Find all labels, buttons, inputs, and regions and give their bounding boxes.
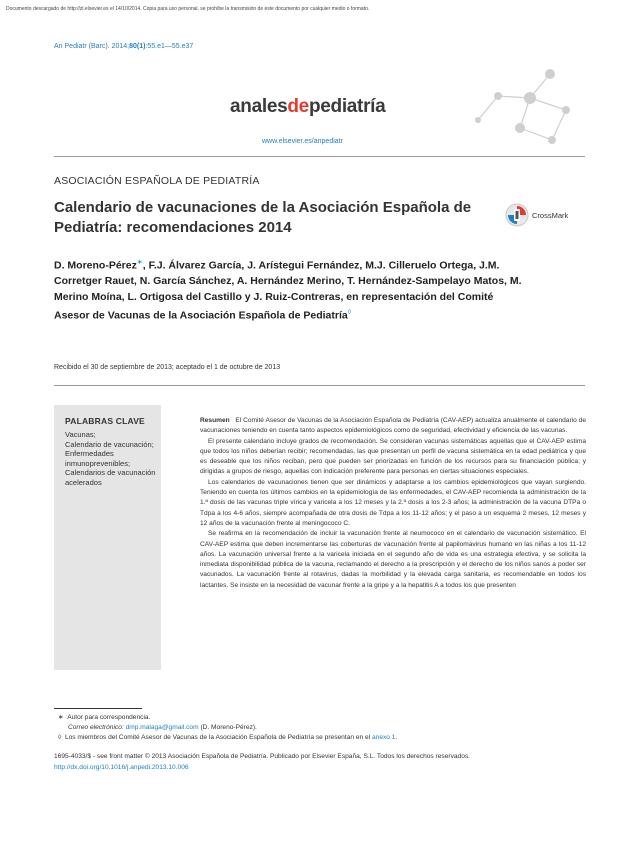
author-list	[54, 255, 524, 324]
keyword-item: Calendarios de vacunación acelerados	[65, 468, 156, 487]
author-first: D. Moreno-Pérez	[54, 259, 137, 272]
keywords-heading: PALABRAS CLAVE	[65, 416, 145, 426]
abstract	[200, 416, 586, 591]
citation-pages: :55.e1—55.e37	[145, 43, 194, 50]
corresponding-author-mark[interactable]: ∗	[136, 259, 143, 266]
email-owner: (D. Moreno-Pérez).	[200, 724, 257, 732]
footnote-group-text: Los miembros del Comité Asesor de Vacunas de la Asociación Española de Pediatría se presentan en el	[64, 734, 371, 742]
abstract-label: Resumen	[200, 417, 230, 424]
header-divider	[54, 156, 585, 157]
abstract-paragraph: El presente calendario incluye grados de recomendación. Se consideran vacunas sistemáticas aquellas que el CAV-AEP estima que todos los niños deberían recibir; recomendadas, las que presentan un perfil de vacuna sistemática en la edad pediátrica y que es deseable que los niños reciban, pero que pueden ser priorizadas en función de los recursos para su financiación pública; y dirigidas a grupos de riesgo, aquellas con indicación preferente para personas en ciertas situaciones especiales.	[200, 437, 586, 476]
logo-part-de: de	[287, 96, 309, 117]
crossmark-icon	[505, 203, 529, 227]
footnotes	[58, 713, 578, 744]
copyright-block	[54, 752, 594, 773]
logo-part-anales: anales	[230, 96, 288, 117]
download-watermark: Documento descargado de http://zl.elsevier.es el 14/10/2014. Copia para uso personal, se prohíbe la transmisión de este documento por cualquier medio o formato.	[6, 6, 370, 12]
crossmark-badge[interactable]	[505, 203, 568, 227]
abstract-paragraph: Se reafirma en la recomendación de incluir la vacunación frente al neumococo en el calendario de vacunación sistemático. El CAV-AEP estima que deben incrementarse las coberturas de vacunación frente al papilomavirus humano en las niñas a los 11-12 años. La vacunación universal frente a la varicela iniciada en el segundo año de vida es una estrategia efectiva, y se solicita la inmediata disponibilidad pública de la vacuna, reclamando el derecho a la prescripción y el derecho de los niños sanos a poder ser vacunados. La vacunación frente al rotavirus, dadas la morbilidad y la elevada carga sanitaria, es recomendable en todos los lactantes. Se insiste en la necesidad de vacunar frente a la gripe y a la hepatitis A a todos los que presenten	[200, 530, 586, 589]
footnote-group	[58, 733, 578, 743]
article-title: Calendario de vacunaciones de la Asociación Española de Pediatría: recomendaciones 2014	[54, 199, 472, 236]
footnote-corresponding	[58, 713, 578, 723]
keyword-item: Enfermedades inmunoprevenibles;	[65, 449, 131, 468]
keywords-list	[65, 430, 157, 487]
footnote-email	[58, 723, 578, 733]
abstract-text: El Comité Asesor de Vacunas de la Asociación Española de Pediatría (CAV-AEP) actualiza anualmente el calendario de vacunaciones teniendo en cuenta tanto aspectos epidemiológicos como de seguridad, efectividad y eficiencia de las vacunas.	[200, 417, 586, 435]
citation-journal: An Pediatr (Barc). 2014;	[54, 43, 130, 50]
section-heading: ASOCIACIÓN ESPAÑOLA DE PEDIATRÍA	[54, 175, 260, 187]
footnote-corr-mark: ∗	[58, 714, 64, 721]
footnote-group-mark: ◊	[58, 734, 62, 742]
author-rest: , F.J. Álvarez García, J. Arístegui Fernández, M.J. Cilleruelo Ortega, J.M. Corretger Rauet, N. García Sánchez, A. Hernández Merino, T. Hernández-Sampelayo Matos, M. Merino Moína, L. Ortigosa del Castillo y J. Ruiz-Contreras, en representación del Comité Asesor de Vacunas de la Asociación Española de Pediatría	[54, 259, 522, 322]
email-link[interactable]: dmp.malaga@gmail.com	[125, 724, 199, 732]
logo-part-pediatria: pediatría	[308, 96, 386, 117]
journal-url-link[interactable]: www.elsevier.es/anpediatr	[262, 138, 343, 145]
received-dates: Recibido el 30 de septiembre de 2013; aceptado el 1 de octubre de 2013	[54, 364, 281, 371]
crossmark-label: CrossMark	[532, 210, 569, 220]
keyword-item: Calendario de vacunación;	[65, 439, 154, 449]
annex-link[interactable]: anexo 1	[371, 734, 396, 742]
molecule-network-icon	[468, 58, 586, 158]
footnote-group-end: .	[395, 734, 398, 742]
group-footnote-mark[interactable]: ◊	[347, 309, 352, 316]
journal-citation[interactable]	[54, 43, 193, 50]
citation-volume: 80(1)	[129, 43, 146, 50]
journal-logo	[230, 96, 385, 118]
abstract-divider	[54, 385, 585, 386]
email-label: Correo electrónico:	[68, 724, 124, 732]
footnote-corr-label: Autor para correspondencia.	[67, 714, 151, 721]
footnote-divider	[54, 708, 142, 709]
keyword-item: Vacunas;	[65, 430, 96, 439]
doi-link[interactable]: http://dx.doi.org/10.1016/j.anpedi.2013.10.006	[54, 763, 189, 771]
copyright-text: 1695-4033/$ - see front matter © 2013 Asociación Española de Pediatría. Publicado por Elsevier España, S.L. Todos los derechos reservados.	[54, 753, 470, 760]
abstract-paragraph	[200, 416, 586, 437]
abstract-paragraph: Los calendarios de vacunaciones tienen que ser dinámicos y adaptarse a los cambios epidemiológicos que vayan surgiendo. Teniendo en cuenta los últimos cambios en la epidemiología de las enfermedades, el CAV-AEP recomienda la administración de la 1.ª dosis de las vacunas triple vírica y varicela a los 12 meses y la 2.ª dosis a los 2-3 años; la administración de la vacuna DTPa o Tdpa a los 4-6 años, siempre acompañada de otra dosis de Tdpa a los 11-12 años; y el paso a un esquema 2 meses, 12 meses y 12 años de la vacunación frente al meningococo C.	[200, 478, 586, 527]
